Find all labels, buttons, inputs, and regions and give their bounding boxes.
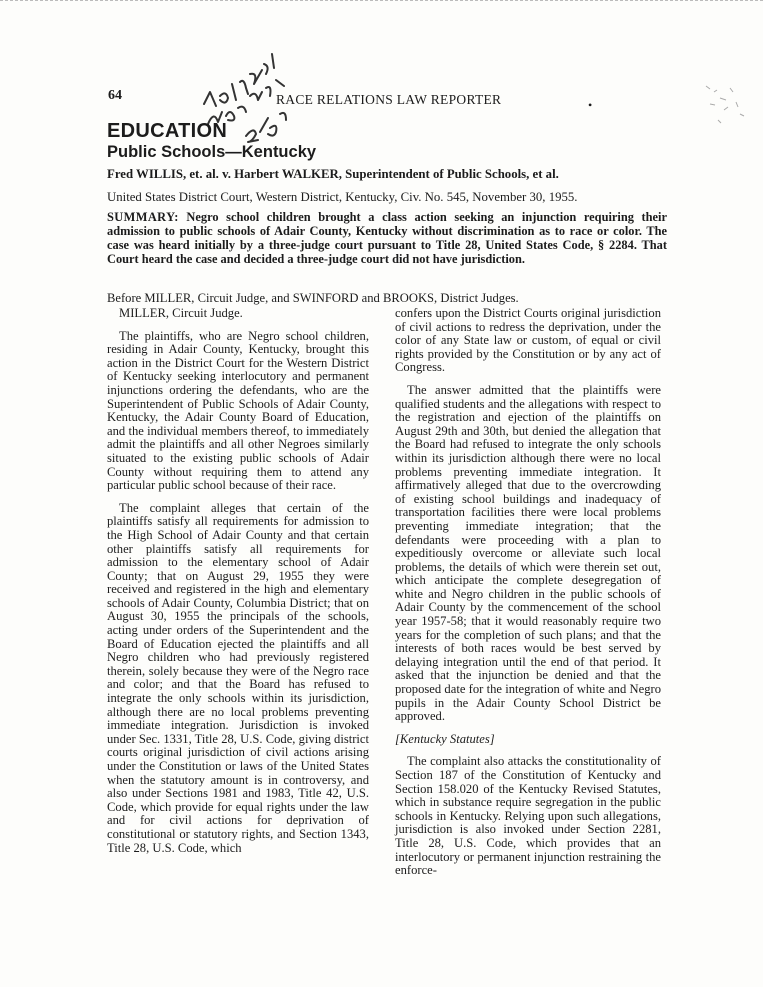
right-column [395,307,661,878]
section-heading: EDUCATION [107,120,228,142]
paragraph: The plaintiffs, who are Negro school children, residing in Adair County, Kentucky, brought this action in the District Court for the Western District of Kentucky seeking interlocutory and permanent injunctions ordering the defendants, who are the Superintendent of Public Schools of Adair County, Kentucky, the Adair County Board of Education, and the individual members thereof, to immediately admit the plaintiffs and all other Negroes similarly situated to the existing public schools of Adair County without requiring them to attend any particular public school because of their race. [107,328,369,493]
paragraph: The answer admitted that the plaintiffs were qualified students and the allegations with respect to the registration and ejection of the plaintiffs on August 29th and 30th, but denied the allegation that the Board had refused to integrate the only schools within its jurisdiction although there were no local problems preventing immediate integration. It affirmatively alleged that due to the overcrowding of existing school buildings and inadequacy of transportation facilities there were local problems preventing immediate integration; that the defendants were proceeding with a plan to expeditiously overcome or alleviate such local problems, the details of which were therein set out, which anticipate the complete desegregation of white and Negro children in the public schools of Adair County by the commencement of the school year 1957-58; that it would reasonably require two years for the completion of such plans; and that the interests of both races would be best served by delaying integration until the end of that period. It asked that the injunction be denied and that the proposed date for the integration of white and Negro pupils in the Adair County School District be approved. [395,382,661,724]
page-top-edge [0,0,763,2]
case-caption: Fred WILLIS, et. al. v. Harbert WALKER, Superintendent of Public Schools, et al. [107,167,559,181]
stray-mark: • [588,98,593,112]
section-heading-inline: [Kentucky Statutes] [395,731,495,746]
author-judge: MILLER, Circuit Judge. [119,306,243,320]
paragraph: confers upon the District Courts original jurisdiction of civil actions to redress the deprivation, under the color of any State law or custom, of equal or civil rights provided by the Constitution or by any act of Congress. [395,306,661,375]
section-subheading: Public Schools—Kentucky [107,143,317,161]
page-smudge [700,80,750,140]
paragraph: The complaint also attacks the constitutionality of Section 187 of the Constitution of Kentucky and Section 158.020 of the Kentucky Revised Statutes, which in substance require segregation in the public schools in Kentucky. Relying upon such allegations, jurisdiction is also invoked under Section 2281, Title 28, U.S. Code, which provides that an interlocutory or permanent injunction restraining the enforce- [395,754,661,878]
summary-label: SUMMARY: [107,210,179,224]
summary-text: Negro school children brought a class action seeking an injunction requiring their admission to public schools of Adair County, Kentucky without discrimination as to race or color. The case was heard initially by a three-judge court pursuant to Title 28, United States Code, § 2284. That Court heard the case and decided a three-judge court did not have jurisdiction. [107,210,667,266]
paragraph: The complaint alleges that certain of the plaintiffs satisfy all requirements for admission to the High School of Adair County and that certain other plaintiffs satisfy all requirements for admission to the elementary school of Adair County; that on August 29, 1955 they were received and registered in the high and elementary schools of Adair County, Columbia District; that on August 30, 1955 the principals of the schools, acting under orders of the Superintendent and the Board of Education ejected the plaintiffs and all Negro children who had previously registered therein, solely because they were of the Negro race and color; and that the Board has refused to integrate the only schools within its jurisdiction, although there are no local problems preventing immediate integration. Jurisdiction is invoked under Sec. 1331, Title 28, U.S. Code, giving district courts original jurisdiction of civil actions arising under the Constitution or laws of the United States when the statutory amount is in controversy, and also under Sections 1981 and 1983, Title 42, U.S. Code, which provide for equal rights under the law and for civil actions for deprivation of constitutional or statutory rights, and Section 1343, Title 28, U.S. Code, which [107,500,369,855]
page-number: 64 [108,88,122,103]
court-line: United States District Court, Western District, Kentucky, Civ. No. 545, November 30, 1955. [107,190,578,204]
judges-line: Before MILLER, Circuit Judge, and SWINFORD and BROOKS, District Judges. [107,291,519,305]
left-column [107,307,369,855]
running-title: RACE RELATIONS LAW REPORTER [276,92,502,107]
case-summary [107,210,667,266]
